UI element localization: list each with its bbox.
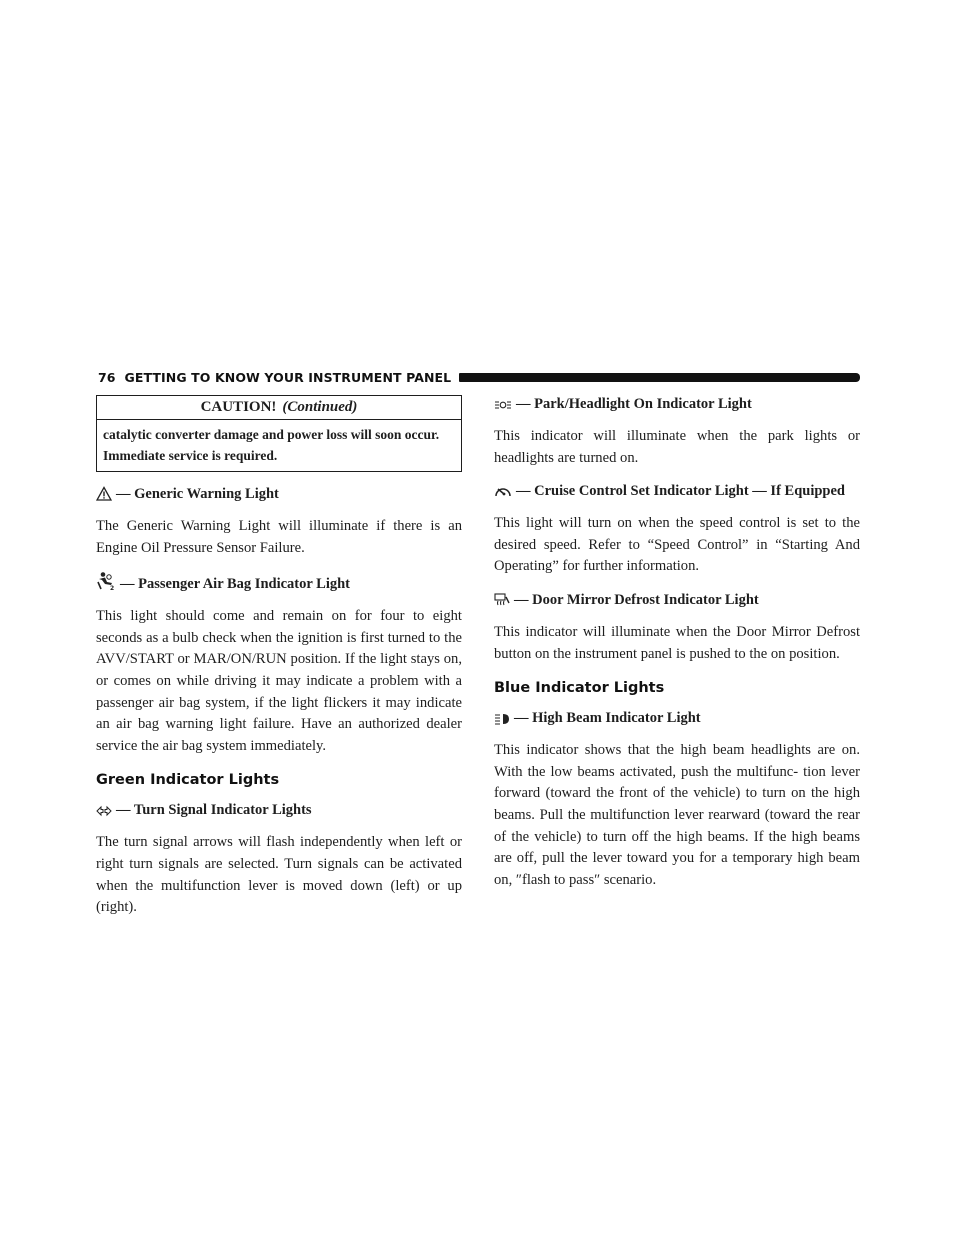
right-column	[494, 392, 860, 899]
mirror-defrost-body: This indicator will illuminate when the Door Mirror Defrost button on the instrument panel is pushed to the on position.	[494, 623, 860, 662]
park-headlight-title: — Park/Headlight On Indicator Light	[494, 394, 860, 418]
mirror-defrost-title: — Door Mirror Defrost Indicator Light	[494, 590, 860, 614]
left-column	[96, 392, 462, 927]
page-number-and-title	[98, 370, 451, 385]
generic-warning-body: The Generic Warning Light will illuminate if there is an Engine Oil Pressure Sensor Failure.	[96, 518, 462, 556]
passenger-airbag-icon	[96, 571, 116, 598]
passenger-airbag-title: 2 — Passenger Air Bag Indicator Light	[96, 571, 462, 598]
generic-warning-title: — Generic Warning Light	[96, 484, 462, 508]
caution-body: catalytic converter damage and power loss will soon occur. Immediate service is required.	[103, 427, 440, 463]
park-headlight-icon	[494, 397, 512, 418]
high-beam-title: — High Beam Indicator Light	[494, 708, 860, 732]
high-beam-body: This indicator shows that the high beam headlights are on. With the low beams activated, push the multifunc- tion lever forward (toward the front of the vehicle) to turn on the high beams. Pull the multifunction lever rearward (toward the rear of the vehicle) to turn off the high beams. If the high beams are off, pull the lever toward you for a temporary high beam on, ″flash to pass″ scenario.	[494, 742, 860, 888]
high-beam-icon	[494, 711, 510, 732]
turn-signal-body: The turn signal arrows will flash independently when left or right turn signals are selected. Turn signals can be activated when the multifunction lever is moved down (left) or up (right).	[96, 834, 462, 916]
passenger-airbag-body: This light should come and remain on for four to eight seconds as a bulb check when the ignition is first turned to the AVV/START or MAR/ON/RUN position. If the light stays on, or comes on while driving it may indicate a problem with a passenger air bag system, if the light flickers it may indicate an air bag warning light failure. Have an authorized dealer service the air bag system immediately.	[96, 608, 462, 754]
cruise-control-body: This light will turn on when the speed control is set to the desired speed. Refer to “Speed Control” in “Starting And Operating” for further information.	[494, 515, 860, 575]
warning-triangle-icon	[96, 486, 112, 508]
caution-continued: (Continued)	[282, 399, 358, 415]
page-header	[98, 368, 860, 386]
green-indicator-heading: Green Indicator Lights	[96, 772, 280, 789]
caution-box	[96, 395, 462, 472]
svg-text:2: 2	[110, 585, 115, 592]
blue-indicator-heading: Blue Indicator Lights	[494, 680, 665, 697]
turn-signal-title: — Turn Signal Indicator Lights	[96, 800, 462, 824]
caution-heading	[97, 396, 461, 420]
cruise-control-icon	[494, 484, 512, 505]
header-rule	[459, 373, 860, 382]
park-headlight-body: This indicator will illuminate when the park lights or headlights are turned on.	[494, 428, 860, 466]
page-number: 76	[98, 369, 116, 385]
mirror-defrost-icon	[494, 593, 510, 614]
cruise-control-title: — Cruise Control Set Indicator Light — If Equipped	[494, 481, 860, 505]
turn-signal-arrows-icon	[96, 803, 112, 824]
section-header-title: GETTING TO KNOW YOUR INSTRUMENT PANEL	[124, 369, 452, 385]
caution-label: CAUTION!	[200, 399, 277, 415]
